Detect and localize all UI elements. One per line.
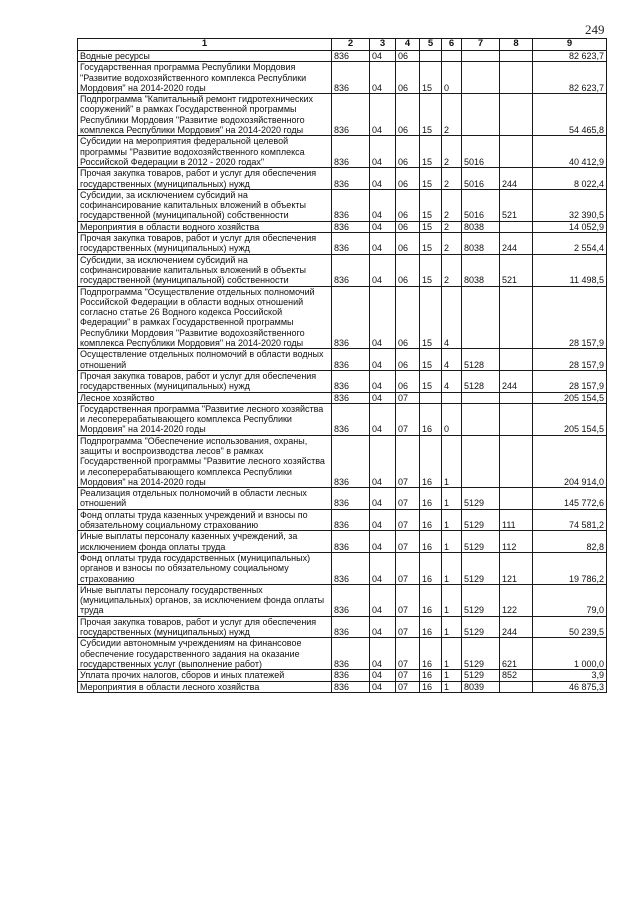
subsection-code-cell: 07 bbox=[396, 616, 420, 638]
item-name-cell: Реализация отдельных полномочий в области лесных отношений bbox=[78, 488, 332, 510]
admin-code-cell: 836 bbox=[332, 584, 370, 616]
admin-code-cell: 836 bbox=[332, 552, 370, 584]
table-row bbox=[78, 62, 607, 94]
table-row bbox=[78, 189, 607, 221]
program-code-cell: 16 bbox=[420, 509, 442, 531]
subsection-code-cell: 07 bbox=[396, 435, 420, 487]
section-code-cell: 04 bbox=[370, 51, 396, 62]
column-header: 3 bbox=[370, 39, 396, 51]
subsection-code-cell: 07 bbox=[396, 552, 420, 584]
subsection-code-cell: 06 bbox=[396, 168, 420, 190]
program-code-cell: 15 bbox=[420, 168, 442, 190]
direction-code-cell: 8038 bbox=[462, 221, 500, 232]
admin-code-cell: 836 bbox=[332, 509, 370, 531]
direction-code-cell: 8038 bbox=[462, 233, 500, 255]
subsection-code-cell: 06 bbox=[396, 370, 420, 392]
program-code-cell: 15 bbox=[420, 136, 442, 168]
program-code-cell: 15 bbox=[420, 349, 442, 371]
expense-type-cell: 852 bbox=[500, 670, 533, 681]
program-code-cell: 15 bbox=[420, 94, 442, 136]
item-name-cell: Подпрограмма "Осуществление отдельных полномочий Российской Федерации в области водных отношений согласно статье 26 Водного кодекса Российской Федерации" в рамках Государственной программы Республики Мордовия "Развитие водохозяйственного комплекса Республики Мордовия" на 2014-2020 годы bbox=[78, 286, 332, 349]
program-code-cell: 16 bbox=[420, 531, 442, 553]
subprogram-code-cell: 1 bbox=[442, 584, 462, 616]
amount-cell: 28 157,9 bbox=[533, 370, 607, 392]
table-row bbox=[78, 435, 607, 487]
header-row bbox=[78, 39, 607, 51]
table-row bbox=[78, 584, 607, 616]
column-header: 7 bbox=[462, 39, 500, 51]
amount-cell: 11 498,5 bbox=[533, 254, 607, 286]
section-code-cell: 04 bbox=[370, 254, 396, 286]
program-code-cell: 15 bbox=[420, 233, 442, 255]
program-code-cell: 16 bbox=[420, 403, 442, 435]
subsection-code-cell: 06 bbox=[396, 94, 420, 136]
amount-cell: 205 154,5 bbox=[533, 403, 607, 435]
item-name-cell: Подпрограмма "Обеспечение использования, охраны, защиты и воспроизводства лесов" в рамках Государственной программы "Развитие лесного хозяйства и лесоперерабатывающего комплекса Республики Мордовия" на 2014-2020 годы bbox=[78, 435, 332, 487]
section-code-cell: 04 bbox=[370, 286, 396, 349]
section-code-cell: 04 bbox=[370, 531, 396, 553]
table-row bbox=[78, 233, 607, 255]
item-name-cell: Субсидии, за исключением субсидий на софинансирование капитальных вложений в объекты государственной (муниципальной) собственности bbox=[78, 189, 332, 221]
subprogram-code-cell: 2 bbox=[442, 233, 462, 255]
admin-code-cell: 836 bbox=[332, 62, 370, 94]
admin-code-cell: 836 bbox=[332, 221, 370, 232]
item-name-cell: Субсидии на мероприятия федеральной целевой программы "Развитие водохозяйственного комплекса Российской Федерации в 2012 - 2020 годах" bbox=[78, 136, 332, 168]
amount-cell: 46 875,3 bbox=[533, 681, 607, 692]
admin-code-cell: 836 bbox=[332, 670, 370, 681]
direction-code-cell: 8039 bbox=[462, 681, 500, 692]
subprogram-code-cell: 1 bbox=[442, 435, 462, 487]
admin-code-cell: 836 bbox=[332, 254, 370, 286]
expense-type-cell bbox=[500, 286, 533, 349]
expense-type-cell bbox=[500, 681, 533, 692]
item-name-cell: Субсидии автономным учреждениям на финансовое обеспечение государственного задания на оказание государственных услуг (выполнение работ) bbox=[78, 638, 332, 670]
program-code-cell: 16 bbox=[420, 552, 442, 584]
section-code-cell: 04 bbox=[370, 509, 396, 531]
amount-cell: 40 412,9 bbox=[533, 136, 607, 168]
expense-type-cell bbox=[500, 488, 533, 510]
item-name-cell: Прочая закупка товаров, работ и услуг для обеспечения государственных (муниципальных) нужд bbox=[78, 616, 332, 638]
table-row bbox=[78, 136, 607, 168]
item-name-cell: Водные ресурсы bbox=[78, 51, 332, 62]
amount-cell: 204 914,0 bbox=[533, 435, 607, 487]
section-code-cell: 04 bbox=[370, 584, 396, 616]
item-name-cell: Прочая закупка товаров, работ и услуг для обеспечения государственных (муниципальных) нужд bbox=[78, 233, 332, 255]
table-row bbox=[78, 638, 607, 670]
subsection-code-cell: 06 bbox=[396, 349, 420, 371]
table-row bbox=[78, 392, 607, 403]
item-name-cell: Иные выплаты персоналу государственных (муниципальных) органов, за исключением фонда оплаты труда bbox=[78, 584, 332, 616]
table-row bbox=[78, 221, 607, 232]
admin-code-cell: 836 bbox=[332, 488, 370, 510]
subsection-code-cell: 07 bbox=[396, 638, 420, 670]
program-code-cell: 15 bbox=[420, 221, 442, 232]
subsection-code-cell: 06 bbox=[396, 286, 420, 349]
expense-type-cell bbox=[500, 136, 533, 168]
amount-cell: 82 623,7 bbox=[533, 51, 607, 62]
subprogram-code-cell: 2 bbox=[442, 189, 462, 221]
subprogram-code-cell: 4 bbox=[442, 286, 462, 349]
column-header: 6 bbox=[442, 39, 462, 51]
admin-code-cell: 836 bbox=[332, 392, 370, 403]
admin-code-cell: 836 bbox=[332, 51, 370, 62]
program-code-cell: 15 bbox=[420, 370, 442, 392]
section-code-cell: 04 bbox=[370, 233, 396, 255]
admin-code-cell: 836 bbox=[332, 233, 370, 255]
table-row bbox=[78, 370, 607, 392]
subsection-code-cell: 07 bbox=[396, 681, 420, 692]
column-header: 4 bbox=[396, 39, 420, 51]
expense-type-cell: 621 bbox=[500, 638, 533, 670]
section-code-cell: 04 bbox=[370, 370, 396, 392]
expense-type-cell: 121 bbox=[500, 552, 533, 584]
direction-code-cell: 5129 bbox=[462, 670, 500, 681]
amount-cell: 28 157,9 bbox=[533, 286, 607, 349]
subprogram-code-cell bbox=[442, 51, 462, 62]
column-header: 5 bbox=[420, 39, 442, 51]
expense-type-cell: 244 bbox=[500, 168, 533, 190]
expense-type-cell: 244 bbox=[500, 370, 533, 392]
item-name-cell: Государственная программа "Развитие лесного хозяйства и лесоперерабатывающего комплекса Республики Мордовия" на 2014-2020 годы bbox=[78, 403, 332, 435]
section-code-cell: 04 bbox=[370, 189, 396, 221]
expense-type-cell: 521 bbox=[500, 189, 533, 221]
amount-cell: 3,9 bbox=[533, 670, 607, 681]
direction-code-cell: 5129 bbox=[462, 531, 500, 553]
subprogram-code-cell: 4 bbox=[442, 370, 462, 392]
direction-code-cell bbox=[462, 94, 500, 136]
admin-code-cell: 836 bbox=[332, 638, 370, 670]
subprogram-code-cell: 2 bbox=[442, 94, 462, 136]
expense-type-cell bbox=[500, 221, 533, 232]
section-code-cell: 04 bbox=[370, 638, 396, 670]
section-code-cell: 04 bbox=[370, 62, 396, 94]
section-code-cell: 04 bbox=[370, 221, 396, 232]
expense-type-cell: 111 bbox=[500, 509, 533, 531]
item-name-cell: Подпрограмма "Капитальный ремонт гидротехнических сооружений" в рамках Государственной программы Республики Мордовия "Развитие водохозяйственного комплекса Республики Мордовия" на 2014-2020 годы bbox=[78, 94, 332, 136]
amount-cell: 28 157,9 bbox=[533, 349, 607, 371]
section-code-cell: 04 bbox=[370, 392, 396, 403]
table-row bbox=[78, 254, 607, 286]
item-name-cell: Уплата прочих налогов, сборов и иных платежей bbox=[78, 670, 332, 681]
expense-type-cell bbox=[500, 94, 533, 136]
admin-code-cell: 836 bbox=[332, 370, 370, 392]
section-code-cell: 04 bbox=[370, 552, 396, 584]
program-code-cell: 16 bbox=[420, 488, 442, 510]
subprogram-code-cell: 1 bbox=[442, 638, 462, 670]
expense-type-cell bbox=[500, 349, 533, 371]
section-code-cell: 04 bbox=[370, 435, 396, 487]
program-code-cell: 15 bbox=[420, 254, 442, 286]
item-name-cell: Прочая закупка товаров, работ и услуг для обеспечения государственных (муниципальных) нужд bbox=[78, 168, 332, 190]
program-code-cell: 16 bbox=[420, 616, 442, 638]
admin-code-cell: 836 bbox=[332, 286, 370, 349]
item-name-cell: Иные выплаты персоналу казенных учреждений, за исключением фонда оплаты труда bbox=[78, 531, 332, 553]
table-row bbox=[78, 670, 607, 681]
table-row bbox=[78, 349, 607, 371]
direction-code-cell: 5128 bbox=[462, 349, 500, 371]
admin-code-cell: 836 bbox=[332, 403, 370, 435]
expense-type-cell bbox=[500, 403, 533, 435]
subprogram-code-cell: 1 bbox=[442, 681, 462, 692]
subsection-code-cell: 07 bbox=[396, 531, 420, 553]
expense-type-cell bbox=[500, 435, 533, 487]
direction-code-cell: 5016 bbox=[462, 168, 500, 190]
expense-type-cell: 122 bbox=[500, 584, 533, 616]
subprogram-code-cell: 1 bbox=[442, 616, 462, 638]
program-code-cell: 15 bbox=[420, 286, 442, 349]
amount-cell: 54 465,8 bbox=[533, 94, 607, 136]
subprogram-code-cell: 1 bbox=[442, 509, 462, 531]
subprogram-code-cell: 4 bbox=[442, 349, 462, 371]
direction-code-cell bbox=[462, 403, 500, 435]
expense-type-cell: 112 bbox=[500, 531, 533, 553]
direction-code-cell: 5016 bbox=[462, 136, 500, 168]
subsection-code-cell: 07 bbox=[396, 670, 420, 681]
program-code-cell: 15 bbox=[420, 189, 442, 221]
subsection-code-cell: 06 bbox=[396, 233, 420, 255]
table-row bbox=[78, 552, 607, 584]
direction-code-cell: 5129 bbox=[462, 616, 500, 638]
direction-code-cell bbox=[462, 286, 500, 349]
column-header: 2 bbox=[332, 39, 370, 51]
amount-cell: 8 022,4 bbox=[533, 168, 607, 190]
subprogram-code-cell: 1 bbox=[442, 670, 462, 681]
table-row bbox=[78, 681, 607, 692]
subsection-code-cell: 06 bbox=[396, 62, 420, 94]
direction-code-cell bbox=[462, 435, 500, 487]
subsection-code-cell: 07 bbox=[396, 488, 420, 510]
subprogram-code-cell: 0 bbox=[442, 62, 462, 94]
amount-cell: 205 154,5 bbox=[533, 392, 607, 403]
subsection-code-cell: 07 bbox=[396, 403, 420, 435]
subsection-code-cell: 06 bbox=[396, 254, 420, 286]
subsection-code-cell: 06 bbox=[396, 136, 420, 168]
program-code-cell: 16 bbox=[420, 681, 442, 692]
amount-cell: 19 786,2 bbox=[533, 552, 607, 584]
program-code-cell: 16 bbox=[420, 584, 442, 616]
table-row bbox=[78, 531, 607, 553]
admin-code-cell: 836 bbox=[332, 349, 370, 371]
direction-code-cell: 5129 bbox=[462, 552, 500, 584]
amount-cell: 82,8 bbox=[533, 531, 607, 553]
table-row bbox=[78, 488, 607, 510]
table-row bbox=[78, 286, 607, 349]
amount-cell: 14 052,9 bbox=[533, 221, 607, 232]
admin-code-cell: 836 bbox=[332, 94, 370, 136]
amount-cell: 2 554,4 bbox=[533, 233, 607, 255]
admin-code-cell: 836 bbox=[332, 681, 370, 692]
subprogram-code-cell: 2 bbox=[442, 254, 462, 286]
subsection-code-cell: 06 bbox=[396, 221, 420, 232]
page-number: 249 bbox=[585, 22, 605, 37]
expense-type-cell: 244 bbox=[500, 233, 533, 255]
column-header: 9 bbox=[533, 39, 607, 51]
section-code-cell: 04 bbox=[370, 349, 396, 371]
program-code-cell: 16 bbox=[420, 638, 442, 670]
item-name-cell: Субсидии, за исключением субсидий на софинансирование капитальных вложений в объекты государственной (муниципальной) собственности bbox=[78, 254, 332, 286]
section-code-cell: 04 bbox=[370, 168, 396, 190]
subprogram-code-cell: 1 bbox=[442, 552, 462, 584]
admin-code-cell: 836 bbox=[332, 531, 370, 553]
direction-code-cell: 5129 bbox=[462, 488, 500, 510]
admin-code-cell: 836 bbox=[332, 435, 370, 487]
section-code-cell: 04 bbox=[370, 488, 396, 510]
subsection-code-cell: 07 bbox=[396, 584, 420, 616]
admin-code-cell: 836 bbox=[332, 168, 370, 190]
section-code-cell: 04 bbox=[370, 94, 396, 136]
table-row bbox=[78, 509, 607, 531]
subsection-code-cell: 06 bbox=[396, 189, 420, 221]
amount-cell: 79,0 bbox=[533, 584, 607, 616]
subprogram-code-cell: 0 bbox=[442, 403, 462, 435]
subprogram-code-cell: 2 bbox=[442, 136, 462, 168]
direction-code-cell: 5016 bbox=[462, 189, 500, 221]
section-code-cell: 04 bbox=[370, 616, 396, 638]
subprogram-code-cell bbox=[442, 392, 462, 403]
direction-code-cell: 8038 bbox=[462, 254, 500, 286]
program-code-cell bbox=[420, 392, 442, 403]
program-code-cell bbox=[420, 51, 442, 62]
section-code-cell: 04 bbox=[370, 136, 396, 168]
column-header: 8 bbox=[500, 39, 533, 51]
amount-cell: 32 390,5 bbox=[533, 189, 607, 221]
amount-cell: 74 581,2 bbox=[533, 509, 607, 531]
table-row bbox=[78, 168, 607, 190]
amount-cell: 50 239,5 bbox=[533, 616, 607, 638]
program-code-cell: 16 bbox=[420, 670, 442, 681]
direction-code-cell: 5129 bbox=[462, 638, 500, 670]
subsection-code-cell: 06 bbox=[396, 51, 420, 62]
table-row bbox=[78, 403, 607, 435]
direction-code-cell: 5129 bbox=[462, 509, 500, 531]
amount-cell: 145 772,6 bbox=[533, 488, 607, 510]
item-name-cell: Фонд оплаты труда государственных (муниципальных) органов и взносы по обязательному социальному страхованию bbox=[78, 552, 332, 584]
expense-type-cell bbox=[500, 392, 533, 403]
direction-code-cell bbox=[462, 62, 500, 94]
subsection-code-cell: 07 bbox=[396, 509, 420, 531]
expense-type-cell: 521 bbox=[500, 254, 533, 286]
subprogram-code-cell: 2 bbox=[442, 168, 462, 190]
direction-code-cell: 5129 bbox=[462, 584, 500, 616]
table-body bbox=[78, 51, 607, 693]
expense-type-cell bbox=[500, 62, 533, 94]
subprogram-code-cell: 1 bbox=[442, 531, 462, 553]
item-name-cell: Осуществление отдельных полномочий в области водных отношений bbox=[78, 349, 332, 371]
direction-code-cell bbox=[462, 392, 500, 403]
expense-type-cell bbox=[500, 51, 533, 62]
amount-cell: 1 000,0 bbox=[533, 638, 607, 670]
budget-table bbox=[77, 38, 607, 693]
section-code-cell: 04 bbox=[370, 670, 396, 681]
section-code-cell: 04 bbox=[370, 403, 396, 435]
admin-code-cell: 836 bbox=[332, 189, 370, 221]
item-name-cell: Государственная программа Республики Мордовия "Развитие водохозяйственного комплекса Республики Мордовия" на 2014-2020 годы bbox=[78, 62, 332, 94]
amount-cell: 82 623,7 bbox=[533, 62, 607, 94]
direction-code-cell bbox=[462, 51, 500, 62]
table-row bbox=[78, 51, 607, 62]
item-name-cell: Мероприятия в области лесного хозяйства bbox=[78, 681, 332, 692]
item-name-cell: Прочая закупка товаров, работ и услуг для обеспечения государственных (муниципальных) нужд bbox=[78, 370, 332, 392]
direction-code-cell: 5128 bbox=[462, 370, 500, 392]
admin-code-cell: 836 bbox=[332, 616, 370, 638]
subprogram-code-cell: 2 bbox=[442, 221, 462, 232]
expense-type-cell: 244 bbox=[500, 616, 533, 638]
item-name-cell: Лесное хозяйство bbox=[78, 392, 332, 403]
program-code-cell: 15 bbox=[420, 62, 442, 94]
table-row bbox=[78, 94, 607, 136]
item-name-cell: Мероприятия в области водного хозяйства bbox=[78, 221, 332, 232]
subsection-code-cell: 07 bbox=[396, 392, 420, 403]
section-code-cell: 04 bbox=[370, 681, 396, 692]
item-name-cell: Фонд оплаты труда казенных учреждений и взносы по обязательному социальному страхованию bbox=[78, 509, 332, 531]
column-header: 1 bbox=[78, 39, 332, 51]
admin-code-cell: 836 bbox=[332, 136, 370, 168]
table-row bbox=[78, 616, 607, 638]
subprogram-code-cell: 1 bbox=[442, 488, 462, 510]
program-code-cell: 16 bbox=[420, 435, 442, 487]
